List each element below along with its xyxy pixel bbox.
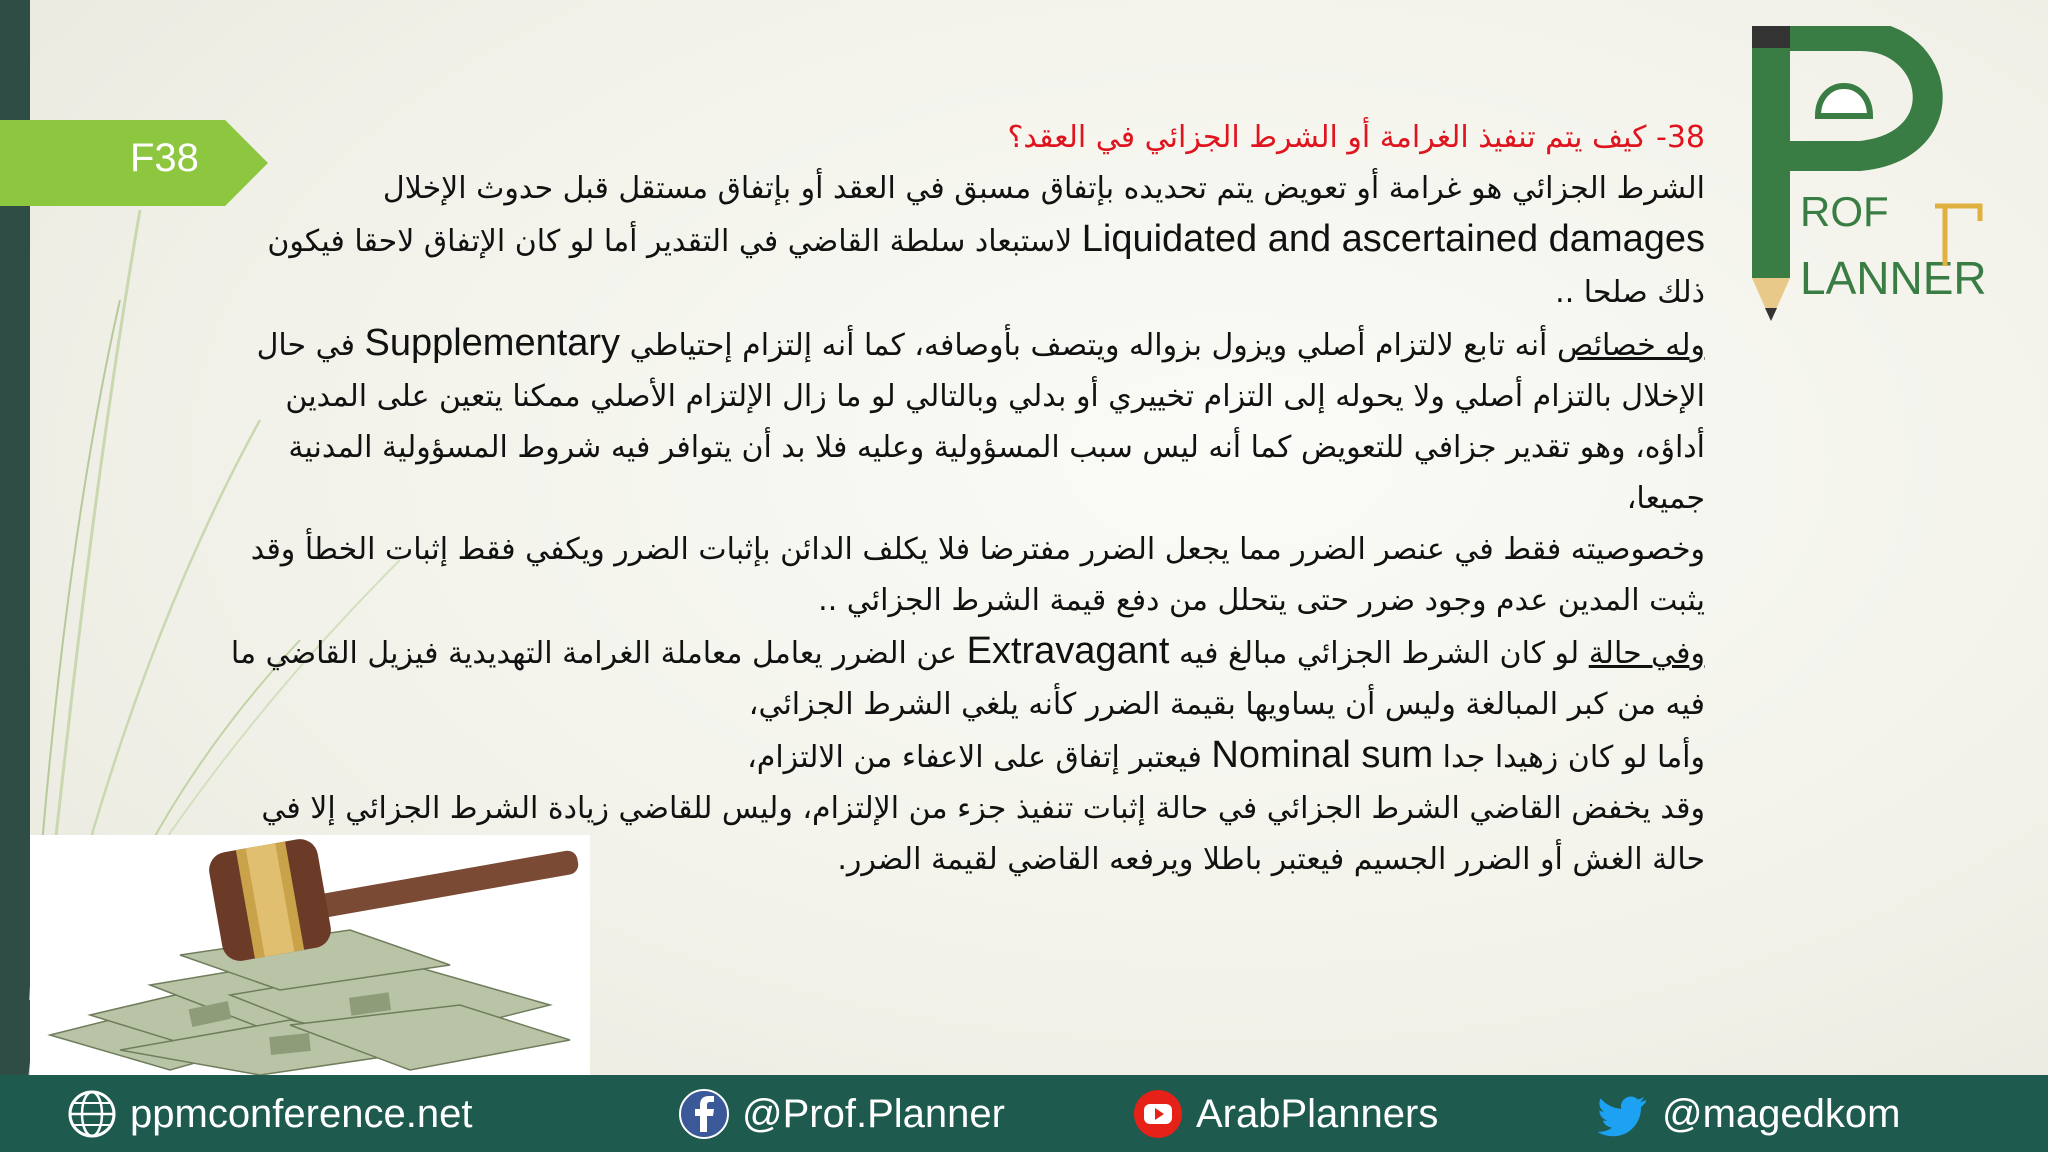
twitter-handle: @magedkom: [1662, 1091, 1901, 1136]
footer-youtube[interactable]: [1132, 1088, 1438, 1140]
paragraph-nominal: وأما لو كان زهيدا جدا Nominal sum فيعتبر إتفاق على الاعفاء من الالتزام،: [747, 734, 1705, 776]
globe-icon: [66, 1088, 118, 1140]
paragraph-extravagant: وفي حالة لو كان الشرط الجزائي مبالغ فيه Extravagant عن الضرر يعامل معاملة الغرامة التهديدية فيزيل القاضي ما فيه من كبر المبالغة وليس أن يساويها بقيمة الضرر كأنه يلغي الشرط الجزائي،: [230, 630, 1705, 722]
website-text: ppmconference.net: [130, 1091, 473, 1136]
slide-tag-label: F38: [130, 136, 199, 180]
footer-website[interactable]: [66, 1088, 472, 1140]
footer-facebook[interactable]: [678, 1088, 1005, 1140]
paragraph-specificity: وخصوصيته فقط في عنصر الضرر مما يجعل الضرر مفترضا فلا يكلف الدائن بإثبات الضرر ويكفي فقط إثبات الخطأ وقد يثبت المدين عدم وجود ضرر حتى يتحلل من دفع قيمة الشرط الجزائي ..: [250, 532, 1705, 618]
term-supplementary: Supplementary: [364, 322, 621, 364]
svg-text:LANNER: LANNER: [1800, 252, 1987, 304]
term-extravagant: Extravagant: [966, 630, 1170, 672]
paragraph-definition: الشرط الجزائي هو غرامة أو تعويض يتم تحديده بإتفاق مسبق في العقد أو بإتفاق مستقل قبل حدوث الإخلال Liquidated and ascertained damages لاستبعاد سلطة القاضي في التقدير أما لو كان الإتفاق لاحقا فيكون ذلك صلحا ..: [267, 171, 1705, 310]
term-liquidated-damages: Liquidated and ascertained damages: [1081, 218, 1705, 260]
question-title: 38- كيف يتم تنفيذ الغرامة أو الشرط الجزائي في العقد؟: [1007, 120, 1705, 155]
twitter-icon: [1598, 1088, 1650, 1140]
footer-twitter[interactable]: [1598, 1088, 1900, 1140]
paragraph-reduction: وقد يخفض القاضي الشرط الجزائي في حالة إثبات تنفيذ جزء من الإلتزام، وليس للقاضي زيادة الشرط الجزائي إلا في حالة الغش أو الضرر الجسيم فيعتبر باطلا ويرفعه القاضي لقيمة الضرر.: [261, 791, 1705, 877]
youtube-icon: [1132, 1088, 1184, 1140]
gavel-money-image: [30, 835, 590, 1075]
slide-body: [225, 112, 1705, 885]
paragraph-characteristics: وله خصائص أنه تابع لالتزام أصلي ويزول بزواله ويتصف بأوصافه، كما أنه إلتزام إحتياطي Supplementary في حال الإخلال بالتزام أصلي ولا يحوله إلى التزام تخييري أو بدلي وبالتالي لو ما زال الإلتزام الأصلي ممكنا يتعين على المدين أداؤه، وهو تقدير جزافي للتعويض كما أنه ليس سبب المسؤولية وعليه فلا بد أن يتوافر فيه شروط المسؤولية المدنية جميعا،: [256, 322, 1705, 516]
term-nominal-sum: Nominal sum: [1211, 734, 1434, 776]
facebook-handle: @Prof.Planner: [742, 1091, 1005, 1136]
svg-text:ROF: ROF: [1800, 188, 1889, 235]
prof-planner-logo: [1740, 26, 2000, 336]
youtube-channel: ArabPlanners: [1196, 1091, 1439, 1136]
facebook-icon: [678, 1088, 730, 1140]
